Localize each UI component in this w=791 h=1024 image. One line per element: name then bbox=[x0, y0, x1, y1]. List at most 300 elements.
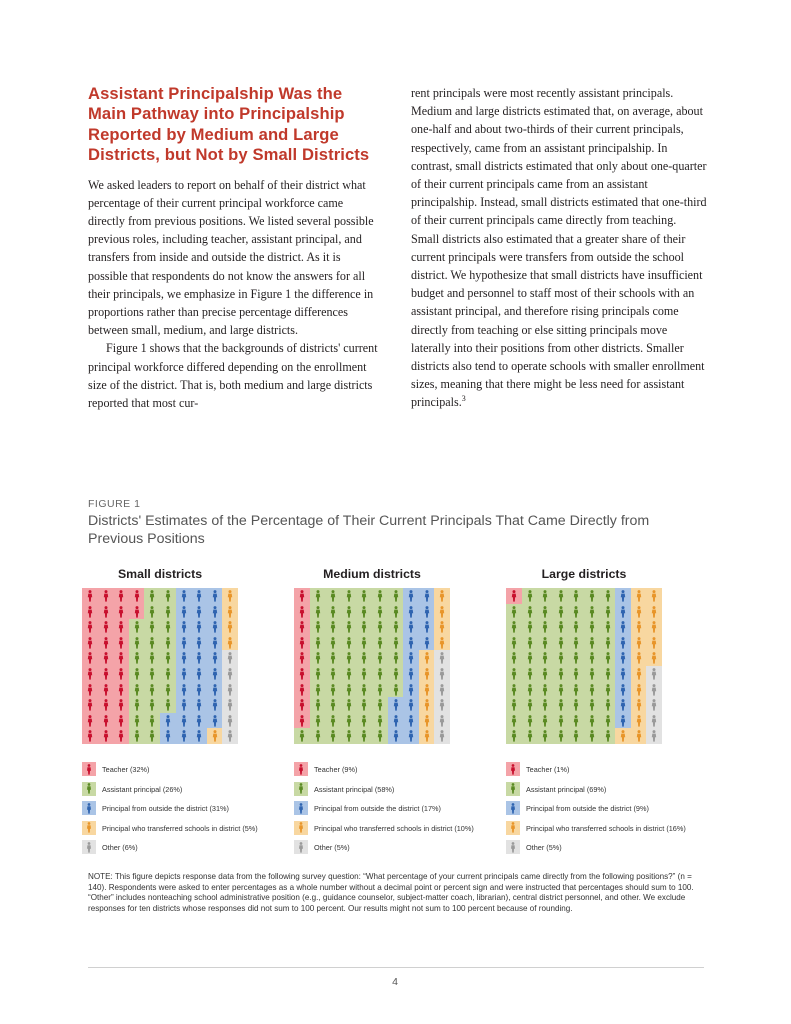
person-icon bbox=[393, 590, 399, 602]
waffle-cell-outside-district bbox=[207, 682, 223, 698]
person-icon bbox=[149, 715, 155, 727]
person-icon bbox=[212, 606, 218, 618]
waffle-cell-teacher bbox=[82, 619, 98, 635]
panel-title: Large districts bbox=[541, 567, 627, 581]
waffle-cell-other bbox=[222, 682, 238, 698]
waffle-cell-assistant-principal bbox=[506, 728, 522, 744]
waffle-cell-assistant-principal bbox=[522, 682, 538, 698]
text-column-right bbox=[411, 84, 707, 412]
waffle-cell-assistant-principal bbox=[522, 650, 538, 666]
body-paragraph-2-text: rent principals were most recently assistant principals. Medium and large districts estimated that, on average, about one-half and about two-thirds of their current principals, respectively, came from an assistant principalship. In contrast, small districts estimated that only about one-quarter of their current principals came from an assistant principalship. Instead, small districts estimated that one-third of their current principals came directly from teaching. Small districts also estimated that a greater share of their current principals were transfers from outside the school district. We hypothesize that small districts have insufficient budget and personnel to staff most of their schools with an assistant principal, and therefore rising principals come directly from teaching or else sitting principals move laterally into their positions from other districts. Smaller districts also tend to operate schools with smaller enrollment sizes, meaning that there might be less need for assistant principals. bbox=[411, 86, 707, 410]
person-icon bbox=[361, 668, 367, 680]
waffle-cell-assistant-principal bbox=[310, 619, 326, 635]
waffle-cell-assistant-principal bbox=[522, 728, 538, 744]
waffle-cell-assistant-principal bbox=[600, 588, 616, 604]
person-icon bbox=[181, 621, 187, 633]
person-icon bbox=[299, 621, 305, 633]
waffle-cell-assistant-principal bbox=[325, 604, 341, 620]
person-icon bbox=[196, 606, 202, 618]
waffle-cell-other bbox=[434, 728, 450, 744]
waffle-cell-other bbox=[646, 713, 662, 729]
person-icon bbox=[393, 715, 399, 727]
person-icon bbox=[439, 730, 445, 742]
person-icon bbox=[87, 590, 93, 602]
waffle-cell-assistant-principal bbox=[537, 666, 553, 682]
waffle-cell-assistant-principal bbox=[356, 713, 372, 729]
person-icon bbox=[315, 684, 321, 696]
waffle-cell-transferred bbox=[222, 619, 238, 635]
waffle-cell-assistant-principal bbox=[341, 713, 357, 729]
legend-label: Principal from outside the district (9%) bbox=[526, 804, 649, 813]
person-icon bbox=[361, 699, 367, 711]
waffle-cell-assistant-principal bbox=[144, 728, 160, 744]
person-icon bbox=[330, 715, 336, 727]
waffle-cell-outside-district bbox=[615, 650, 631, 666]
waffle-cell-assistant-principal bbox=[310, 697, 326, 713]
legend-label: Teacher (9%) bbox=[314, 765, 358, 774]
waffle-cell-assistant-principal bbox=[568, 728, 584, 744]
waffle-cell-other bbox=[434, 682, 450, 698]
person-icon bbox=[511, 652, 517, 664]
person-icon bbox=[408, 621, 414, 633]
person-icon bbox=[181, 668, 187, 680]
person-icon bbox=[299, 699, 305, 711]
person-icon bbox=[651, 606, 657, 618]
waffle-cell-assistant-principal bbox=[325, 666, 341, 682]
transferred-swatch bbox=[506, 821, 520, 835]
waffle-cell-assistant-principal bbox=[584, 635, 600, 651]
waffle-cell-assistant-principal bbox=[506, 604, 522, 620]
person-icon bbox=[527, 715, 533, 727]
waffle-cell-outside-district bbox=[615, 682, 631, 698]
legend-item-assistant-principal bbox=[82, 782, 302, 802]
person-icon bbox=[134, 590, 140, 602]
waffle-cell-assistant-principal bbox=[537, 728, 553, 744]
waffle-cell-teacher bbox=[98, 635, 114, 651]
waffle-cell-assistant-principal bbox=[356, 728, 372, 744]
waffle-cell-assistant-principal bbox=[600, 650, 616, 666]
waffle-cell-assistant-principal bbox=[129, 619, 145, 635]
other-swatch bbox=[82, 840, 96, 854]
person-icon bbox=[134, 668, 140, 680]
waffle-cell-assistant-principal bbox=[144, 588, 160, 604]
panel-title: Medium districts bbox=[323, 567, 421, 581]
waffle-cell-transferred bbox=[646, 588, 662, 604]
waffle-cell-assistant-principal bbox=[568, 604, 584, 620]
waffle-cell-outside-district bbox=[403, 619, 419, 635]
waffle-cell-assistant-principal bbox=[341, 635, 357, 651]
person-icon bbox=[103, 637, 109, 649]
waffle-cell-transferred bbox=[646, 604, 662, 620]
waffle-cell-assistant-principal bbox=[506, 682, 522, 698]
waffle-cell-transferred bbox=[646, 650, 662, 666]
person-icon bbox=[527, 606, 533, 618]
waffle-grid bbox=[506, 588, 662, 744]
waffle-cell-outside-district bbox=[403, 682, 419, 698]
waffle-cell-assistant-principal bbox=[144, 619, 160, 635]
waffle-cell-assistant-principal bbox=[537, 588, 553, 604]
person-icon bbox=[86, 822, 92, 833]
waffle-cell-outside-district bbox=[160, 728, 176, 744]
person-icon bbox=[393, 621, 399, 633]
person-icon bbox=[227, 637, 233, 649]
waffle-cell-teacher bbox=[113, 588, 129, 604]
person-icon bbox=[134, 699, 140, 711]
waffle-cell-assistant-principal bbox=[584, 697, 600, 713]
person-icon bbox=[86, 842, 92, 853]
waffle-cell-assistant-principal bbox=[310, 713, 326, 729]
person-icon bbox=[527, 652, 533, 664]
waffle-cell-assistant-principal bbox=[325, 697, 341, 713]
person-icon bbox=[542, 715, 548, 727]
person-icon bbox=[605, 652, 611, 664]
waffle-cell-other bbox=[646, 666, 662, 682]
waffle-cell-outside-district bbox=[176, 666, 192, 682]
waffle-cell-outside-district bbox=[176, 635, 192, 651]
person-icon bbox=[134, 621, 140, 633]
body-paragraph-2-start: Figure 1 shows that the backgrounds of districts' current principal workforce differed depending on the enrollment size of the district. That is, both medium and large districts reported that most cur- bbox=[88, 341, 378, 411]
waffle-cell-teacher bbox=[129, 604, 145, 620]
person-icon bbox=[620, 699, 626, 711]
person-icon bbox=[227, 606, 233, 618]
person-icon bbox=[227, 730, 233, 742]
person-icon bbox=[330, 606, 336, 618]
waffle-cell-transferred bbox=[222, 604, 238, 620]
person-icon bbox=[605, 621, 611, 633]
person-icon bbox=[149, 668, 155, 680]
other-swatch bbox=[294, 840, 308, 854]
waffle-cell-outside-district bbox=[176, 728, 192, 744]
person-icon bbox=[315, 637, 321, 649]
waffle-cell-assistant-principal bbox=[310, 728, 326, 744]
waffle-cell-assistant-principal bbox=[522, 697, 538, 713]
person-icon bbox=[511, 606, 517, 618]
waffle-cell-assistant-principal bbox=[325, 619, 341, 635]
assistant-principal-swatch bbox=[294, 782, 308, 796]
waffle-cell-outside-district bbox=[207, 697, 223, 713]
waffle-cell-assistant-principal bbox=[553, 650, 569, 666]
person-icon bbox=[424, 715, 430, 727]
waffle-cell-assistant-principal bbox=[388, 604, 404, 620]
person-icon bbox=[393, 730, 399, 742]
waffle-cell-transferred bbox=[419, 713, 435, 729]
waffle-cell-outside-district bbox=[191, 682, 207, 698]
person-icon bbox=[511, 621, 517, 633]
person-icon bbox=[212, 637, 218, 649]
person-icon bbox=[573, 715, 579, 727]
person-icon bbox=[361, 606, 367, 618]
person-icon bbox=[298, 822, 304, 833]
waffle-cell-transferred bbox=[646, 635, 662, 651]
person-icon bbox=[315, 715, 321, 727]
person-icon bbox=[212, 699, 218, 711]
waffle-cell-assistant-principal bbox=[537, 619, 553, 635]
other-swatch bbox=[506, 840, 520, 854]
person-icon bbox=[636, 668, 642, 680]
waffle-cell-assistant-principal bbox=[600, 713, 616, 729]
person-icon bbox=[558, 699, 564, 711]
person-icon bbox=[298, 842, 304, 853]
person-icon bbox=[149, 652, 155, 664]
waffle-cell-assistant-principal bbox=[388, 666, 404, 682]
waffle-cell-teacher bbox=[98, 697, 114, 713]
person-icon bbox=[165, 637, 171, 649]
legend-label: Principal who transferred schools in district (10%) bbox=[314, 823, 474, 833]
person-icon bbox=[103, 621, 109, 633]
waffle-cell-transferred bbox=[631, 650, 647, 666]
person-icon bbox=[103, 652, 109, 664]
person-icon bbox=[361, 684, 367, 696]
waffle-cell-teacher bbox=[113, 713, 129, 729]
waffle-cell-assistant-principal bbox=[388, 635, 404, 651]
person-icon bbox=[196, 668, 202, 680]
waffle-cell-assistant-principal bbox=[310, 635, 326, 651]
person-icon bbox=[510, 803, 516, 814]
person-icon bbox=[589, 699, 595, 711]
person-icon bbox=[573, 606, 579, 618]
person-icon bbox=[330, 668, 336, 680]
person-icon bbox=[393, 637, 399, 649]
person-icon bbox=[346, 637, 352, 649]
waffle-cell-transferred bbox=[222, 588, 238, 604]
waffle-cell-assistant-principal bbox=[537, 713, 553, 729]
person-icon bbox=[212, 590, 218, 602]
waffle-cell-teacher bbox=[129, 588, 145, 604]
waffle-cell-teacher bbox=[98, 588, 114, 604]
waffle-cell-assistant-principal bbox=[372, 588, 388, 604]
waffle-cell-assistant-principal bbox=[144, 635, 160, 651]
section-heading: Assistant Principalship Was the Main Pathway into Principalship Reported by Medium and Large Districts, but Not by Small Districts bbox=[88, 84, 370, 165]
waffle-cell-outside-district bbox=[207, 604, 223, 620]
person-icon bbox=[636, 652, 642, 664]
waffle-cell-outside-district bbox=[191, 588, 207, 604]
person-icon bbox=[118, 621, 124, 633]
waffle-cell-assistant-principal bbox=[160, 650, 176, 666]
waffle-cell-transferred bbox=[434, 604, 450, 620]
waffle-cell-outside-district bbox=[191, 619, 207, 635]
person-icon bbox=[361, 715, 367, 727]
person-icon bbox=[181, 606, 187, 618]
waffle-cell-outside-district bbox=[615, 713, 631, 729]
person-icon bbox=[134, 606, 140, 618]
outside-district-swatch bbox=[294, 801, 308, 815]
person-icon bbox=[589, 637, 595, 649]
waffle-cell-teacher bbox=[294, 666, 310, 682]
waffle-cell-other bbox=[646, 682, 662, 698]
person-icon bbox=[196, 684, 202, 696]
person-icon bbox=[330, 621, 336, 633]
person-icon bbox=[511, 699, 517, 711]
waffle-cell-assistant-principal bbox=[356, 619, 372, 635]
person-icon bbox=[298, 783, 304, 794]
waffle-cell-assistant-principal bbox=[160, 604, 176, 620]
waffle-cell-transferred bbox=[434, 619, 450, 635]
person-icon bbox=[361, 621, 367, 633]
person-icon bbox=[558, 621, 564, 633]
waffle-cell-assistant-principal bbox=[325, 713, 341, 729]
waffle-cell-assistant-principal bbox=[537, 635, 553, 651]
waffle-cell-assistant-principal bbox=[144, 697, 160, 713]
person-icon bbox=[573, 684, 579, 696]
person-icon bbox=[315, 730, 321, 742]
person-icon bbox=[511, 730, 517, 742]
waffle-cell-teacher bbox=[82, 682, 98, 698]
waffle-cell-assistant-principal bbox=[372, 619, 388, 635]
person-icon bbox=[346, 652, 352, 664]
person-icon bbox=[408, 637, 414, 649]
person-icon bbox=[118, 637, 124, 649]
legend-item-outside-district bbox=[82, 801, 302, 821]
waffle-cell-outside-district bbox=[615, 619, 631, 635]
person-icon bbox=[87, 699, 93, 711]
person-icon bbox=[511, 637, 517, 649]
person-icon bbox=[149, 684, 155, 696]
person-icon bbox=[165, 590, 171, 602]
person-icon bbox=[377, 637, 383, 649]
waffle-cell-assistant-principal bbox=[341, 682, 357, 698]
waffle-cell-assistant-principal bbox=[129, 728, 145, 744]
waffle-cell-assistant-principal bbox=[144, 604, 160, 620]
waffle-cell-transferred bbox=[631, 588, 647, 604]
panel-title: Small districts bbox=[117, 567, 203, 581]
person-icon bbox=[330, 652, 336, 664]
person-icon bbox=[149, 606, 155, 618]
waffle-cell-outside-district bbox=[615, 604, 631, 620]
waffle-cell-assistant-principal bbox=[341, 650, 357, 666]
waffle-cell-assistant-principal bbox=[341, 604, 357, 620]
person-icon bbox=[346, 715, 352, 727]
assistant-principal-swatch bbox=[506, 782, 520, 796]
waffle-cell-assistant-principal bbox=[129, 697, 145, 713]
person-icon bbox=[542, 699, 548, 711]
person-icon bbox=[377, 621, 383, 633]
person-icon bbox=[118, 668, 124, 680]
waffle-cell-other bbox=[222, 728, 238, 744]
person-icon bbox=[408, 668, 414, 680]
waffle-cell-outside-district bbox=[176, 682, 192, 698]
person-icon bbox=[346, 730, 352, 742]
waffle-cell-assistant-principal bbox=[341, 588, 357, 604]
waffle-cell-assistant-principal bbox=[584, 713, 600, 729]
waffle-cell-outside-district bbox=[176, 604, 192, 620]
person-icon bbox=[424, 606, 430, 618]
waffle-cell-assistant-principal bbox=[160, 619, 176, 635]
person-icon bbox=[393, 668, 399, 680]
person-icon bbox=[103, 715, 109, 727]
waffle-cell-teacher bbox=[98, 650, 114, 666]
waffle-cell-assistant-principal bbox=[600, 728, 616, 744]
waffle-cell-assistant-principal bbox=[129, 713, 145, 729]
person-icon bbox=[605, 684, 611, 696]
figure-label: FIGURE 1 bbox=[88, 498, 141, 510]
waffle-cell-assistant-principal bbox=[568, 650, 584, 666]
person-icon bbox=[651, 668, 657, 680]
legend-label: Other (5%) bbox=[526, 843, 562, 852]
footer-divider bbox=[88, 967, 704, 968]
waffle-cell-other bbox=[646, 697, 662, 713]
legend-item-outside-district bbox=[506, 801, 726, 821]
teacher-swatch bbox=[294, 762, 308, 776]
waffle-cell-other bbox=[434, 697, 450, 713]
waffle-cell-outside-district bbox=[403, 604, 419, 620]
teacher-swatch bbox=[82, 762, 96, 776]
waffle-cell-assistant-principal bbox=[584, 666, 600, 682]
person-icon bbox=[620, 668, 626, 680]
waffle-cell-outside-district bbox=[176, 713, 192, 729]
waffle-cell-assistant-principal bbox=[356, 588, 372, 604]
person-icon bbox=[86, 783, 92, 794]
waffle-cell-assistant-principal bbox=[553, 635, 569, 651]
person-icon bbox=[212, 668, 218, 680]
person-icon bbox=[165, 730, 171, 742]
legend-item-transferred bbox=[506, 821, 726, 841]
transferred-swatch bbox=[82, 821, 96, 835]
person-icon bbox=[361, 652, 367, 664]
waffle-cell-assistant-principal bbox=[537, 682, 553, 698]
waffle-cell-outside-district bbox=[615, 588, 631, 604]
waffle-cell-assistant-principal bbox=[600, 604, 616, 620]
person-icon bbox=[651, 684, 657, 696]
person-icon bbox=[134, 684, 140, 696]
waffle-cell-teacher bbox=[294, 619, 310, 635]
person-icon bbox=[408, 590, 414, 602]
person-icon bbox=[511, 590, 517, 602]
person-icon bbox=[542, 606, 548, 618]
waffle-cell-teacher bbox=[98, 728, 114, 744]
person-icon bbox=[377, 715, 383, 727]
waffle-cell-assistant-principal bbox=[310, 650, 326, 666]
waffle-cell-other bbox=[434, 713, 450, 729]
person-icon bbox=[439, 684, 445, 696]
person-icon bbox=[87, 606, 93, 618]
waffle-cell-transferred bbox=[434, 588, 450, 604]
person-icon bbox=[424, 621, 430, 633]
waffle-cell-assistant-principal bbox=[160, 666, 176, 682]
person-icon bbox=[589, 621, 595, 633]
person-icon bbox=[346, 606, 352, 618]
footnote-reference[interactable]: 3 bbox=[461, 394, 466, 404]
person-icon bbox=[87, 684, 93, 696]
waffle-cell-assistant-principal bbox=[325, 588, 341, 604]
legend-label: Other (5%) bbox=[314, 843, 350, 852]
person-icon bbox=[439, 715, 445, 727]
waffle-cell-assistant-principal bbox=[356, 682, 372, 698]
person-icon bbox=[605, 606, 611, 618]
waffle-cell-teacher bbox=[98, 604, 114, 620]
text-column-left bbox=[88, 84, 380, 412]
waffle-cell-assistant-principal bbox=[568, 635, 584, 651]
person-icon bbox=[315, 590, 321, 602]
person-icon bbox=[393, 606, 399, 618]
person-icon bbox=[558, 637, 564, 649]
waffle-cell-assistant-principal bbox=[568, 666, 584, 682]
waffle-cell-outside-district bbox=[419, 619, 435, 635]
person-icon bbox=[527, 637, 533, 649]
person-icon bbox=[377, 652, 383, 664]
waffle-cell-transferred bbox=[631, 728, 647, 744]
waffle-cell-outside-district bbox=[207, 635, 223, 651]
legend-item-transferred bbox=[294, 821, 514, 841]
person-icon bbox=[196, 590, 202, 602]
person-icon bbox=[377, 590, 383, 602]
body-paragraph-2-end bbox=[411, 84, 707, 412]
waffle-cell-assistant-principal bbox=[372, 713, 388, 729]
person-icon bbox=[620, 652, 626, 664]
person-icon bbox=[589, 730, 595, 742]
person-icon bbox=[573, 730, 579, 742]
person-icon bbox=[227, 668, 233, 680]
person-icon bbox=[299, 590, 305, 602]
